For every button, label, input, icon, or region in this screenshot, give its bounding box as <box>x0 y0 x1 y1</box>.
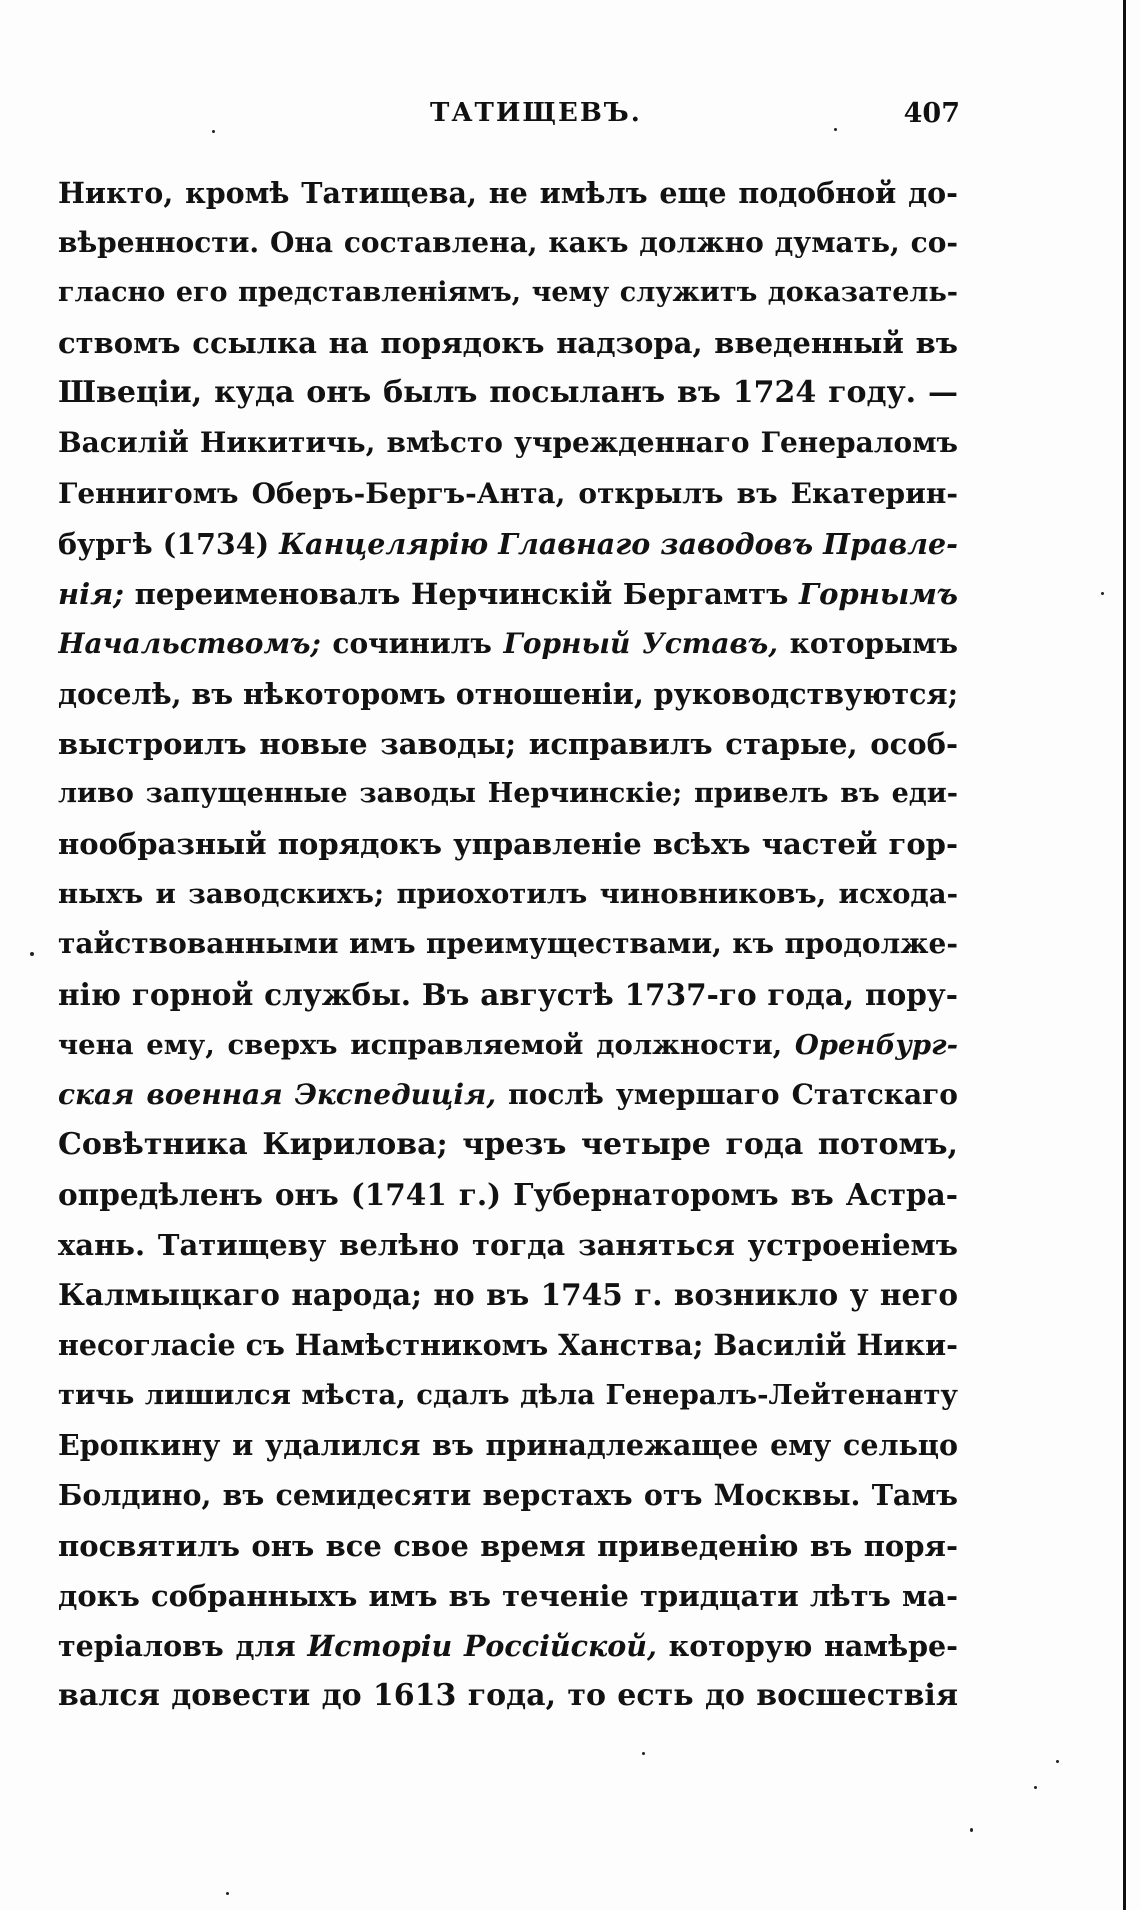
text-line <box>58 619 958 669</box>
text-segment: ливо запущенные заводы Нерчинскіе; привелъ въ еди- <box>58 778 958 810</box>
text-segment: ствомъ ссылка на порядокъ надзора, введенный въ <box>58 326 958 361</box>
scan-speck <box>970 1828 973 1832</box>
text-segment: Геннигомъ Оберъ-Бергъ-Анта, открылъ въ Екатерин- <box>58 476 958 510</box>
scan-speck <box>642 1752 645 1755</box>
text-segment: Совѣтника Кирилова; чрезъ четыре года потомъ, <box>58 1126 958 1162</box>
text-segment: Василій Никитичь, вмѣсто учрежденнаго Генераломъ <box>58 426 958 460</box>
text-line <box>58 1070 958 1120</box>
text-line <box>58 1120 958 1170</box>
text-segment: опредѣленъ онъ (1741 г.) Губернаторомъ въ Астра- <box>58 1176 958 1212</box>
italic-title-text: Канцелярію Главнаго заводовъ Правле- <box>279 526 958 561</box>
text-line <box>58 418 958 468</box>
text-line <box>58 368 958 418</box>
text-segment: нію горной службы. Въ августѣ 1737-го года, пору- <box>58 976 958 1012</box>
text-line <box>58 1420 958 1470</box>
text-line <box>58 569 958 619</box>
text-segment: сочинилъ <box>320 626 504 660</box>
page-number: 407 <box>903 98 960 129</box>
text-line <box>58 1020 958 1070</box>
italic-title-text: нія; <box>58 576 124 611</box>
text-segment: посвятилъ онъ все свое время приведенію въ поря- <box>58 1528 958 1563</box>
italic-title-text: Горный Уставъ, <box>503 626 779 660</box>
text-line <box>58 819 958 869</box>
text-line <box>58 1521 958 1571</box>
text-segment: докъ собранныхъ имъ въ теченіе тридцати лѣтъ ма- <box>58 1578 958 1613</box>
text-segment: выстроилъ новые заводы; исправилъ старые, особ- <box>58 727 958 762</box>
text-segment: теріаловъ для <box>58 1628 308 1663</box>
text-line <box>58 669 958 719</box>
running-head <box>60 98 960 138</box>
text-segment: нообразный порядокъ управленіе всѣхъ частей гор- <box>58 827 958 862</box>
text-segment: вѣренности. Она составлена, какъ должно думать, со- <box>58 226 958 260</box>
text-line <box>58 1470 958 1520</box>
text-line <box>58 1370 958 1420</box>
italic-title-text: ская военная Экспедиція, <box>58 1077 497 1111</box>
italic-title-text: Горнымъ <box>799 576 958 611</box>
text-segment: бургѣ (1734) <box>58 526 280 561</box>
text-line <box>58 1220 958 1270</box>
text-segment: тичь лишился мѣста, сдалъ дѣла Генералъ-Лейтенанту <box>58 1379 958 1412</box>
scan-speck <box>226 1892 229 1895</box>
text-line <box>58 469 958 519</box>
text-line <box>58 1671 958 1721</box>
text-line <box>58 1571 958 1621</box>
scan-speck <box>1034 1786 1037 1789</box>
text-segment: Болдино, въ семидесяти верстахъ отъ Москвы. Тамъ <box>58 1478 958 1513</box>
text-segment: Швеціи, куда онъ былъ посыланъ въ 1724 году. — <box>58 375 958 411</box>
text-line <box>58 218 958 268</box>
text-segment: вался довести до 1613 года, то есть до восшествія <box>58 1677 958 1713</box>
text-segment: хань. Татищеву велѣно тогда заняться устроеніемъ <box>58 1227 958 1262</box>
text-line <box>58 719 958 769</box>
text-line <box>58 1270 958 1320</box>
text-line <box>58 268 958 318</box>
text-segment: Никто, кромѣ Татищева, не имѣлъ еще подобной до- <box>58 176 958 210</box>
scan-speck <box>30 952 34 956</box>
text-line <box>58 318 958 368</box>
scan-speck <box>834 128 837 131</box>
text-segment: несогласіе съ Намѣстникомъ Ханства; Василій Ники- <box>58 1328 958 1363</box>
text-segment: переименовалъ Нерчинскій Бергамтъ <box>123 576 800 611</box>
text-segment: ныхъ и заводскихъ; приохотилъ чиновниковъ, исхода- <box>58 878 958 911</box>
scan-speck <box>212 130 215 133</box>
text-segment: послѣ умершаго Статскаго <box>496 1077 958 1111</box>
running-title: ТАТИЩЕВЪ. <box>430 98 642 128</box>
text-line <box>58 1621 958 1671</box>
text-line <box>58 869 958 919</box>
italic-title-text: Начальствомъ; <box>58 626 321 660</box>
body-text <box>58 168 958 1721</box>
text-segment: которую намѣре- <box>656 1628 958 1663</box>
text-segment: доселѣ, въ нѣкоторомъ отношеніи, руководствуются; <box>58 676 958 711</box>
text-line <box>58 519 958 569</box>
text-segment: гласно его представленіямъ, чему служитъ доказатель- <box>58 277 958 309</box>
scan-speck <box>1101 592 1104 595</box>
text-segment: которымъ <box>778 626 958 660</box>
text-line <box>58 919 958 969</box>
italic-title-text: Исторіи Россійской, <box>307 1628 657 1663</box>
text-line <box>58 970 958 1020</box>
text-line <box>58 769 958 819</box>
text-line <box>58 1170 958 1220</box>
text-segment: чена ему, сверхъ исправляемой должности, <box>58 1028 795 1061</box>
text-segment: тайствованными имъ преимуществами, къ продолже- <box>58 927 958 961</box>
text-segment: Еропкину и удалился въ принадлежащее ему сельцо <box>58 1428 958 1463</box>
text-line <box>58 168 958 218</box>
text-line <box>58 1320 958 1370</box>
scan-edge-line <box>1123 0 1126 1910</box>
italic-title-text: Оренбург- <box>794 1028 958 1061</box>
scan-speck <box>1056 1760 1059 1763</box>
text-segment: Калмыцкаго народа; но въ 1745 г. возникло у него <box>58 1277 958 1313</box>
